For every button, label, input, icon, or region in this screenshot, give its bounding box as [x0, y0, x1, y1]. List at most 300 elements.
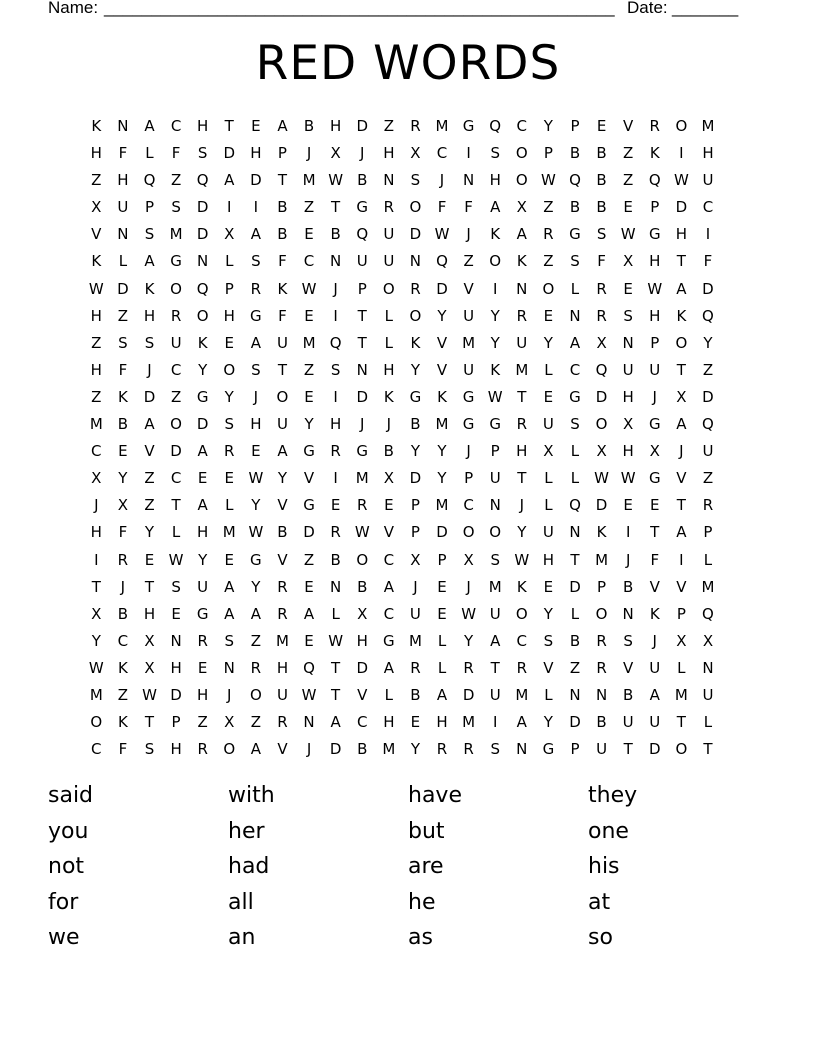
grid-letter: I — [679, 144, 684, 163]
grid-letter: Z — [623, 144, 634, 163]
grid-letter: D — [356, 387, 369, 406]
grid-letter: R — [383, 198, 395, 217]
grid-letter: M — [674, 685, 688, 704]
grid-letter: J — [386, 415, 392, 434]
grid-letter: R — [543, 225, 554, 244]
grid-letter: S — [570, 252, 580, 271]
grid-letter: K — [516, 252, 527, 271]
grid-letter: R — [250, 279, 262, 298]
grid-letter: E — [304, 577, 314, 596]
grid-letter: Q — [436, 252, 448, 271]
grid-letter: M — [701, 577, 715, 596]
header-line — [48, 0, 748, 20]
grid-letter: R — [197, 740, 208, 759]
grid-letter: Z — [170, 387, 182, 406]
grid-letter: T — [277, 360, 288, 379]
grid-letter: B — [330, 225, 341, 244]
grid-letter: O — [249, 685, 262, 704]
grid-letter: D — [569, 577, 581, 596]
grid-letter: Z — [250, 713, 261, 732]
grid-letter: O — [515, 144, 528, 163]
grid-letter: U — [276, 333, 288, 352]
grid-letter: N — [117, 117, 129, 135]
grid-letter: A — [224, 171, 235, 190]
grid-letter: V — [277, 740, 288, 759]
grid-letter: U — [649, 658, 661, 677]
grid-letter: R — [702, 496, 714, 515]
grid-letter: K — [117, 387, 128, 406]
grid-letter: I — [679, 550, 684, 569]
grid-letter: K — [676, 306, 687, 325]
grid-letter: R — [596, 658, 607, 677]
grid-letter: M — [89, 685, 103, 704]
grid-letter: Y — [144, 523, 155, 542]
grid-letter: U — [463, 360, 475, 379]
grid-letter: C — [383, 550, 395, 569]
grid-letter: C — [383, 604, 395, 623]
word-bank-item: you — [48, 818, 89, 844]
grid-letter: H — [436, 713, 448, 732]
grid-letter: R — [410, 658, 421, 677]
grid-letter: A — [277, 117, 288, 135]
grid-letter: W — [514, 550, 530, 569]
grid-letter: D — [223, 144, 236, 163]
grid-letter: S — [118, 333, 128, 352]
name-label: Name: — [48, 0, 99, 17]
grid-letter: V — [277, 550, 288, 569]
grid-letter: S — [251, 360, 261, 379]
grid-letter: U — [170, 333, 182, 352]
grid-letter: C — [117, 631, 129, 650]
grid-letter: Y — [410, 442, 420, 461]
grid-letter: L — [703, 550, 713, 569]
grid-letter: X — [144, 658, 155, 677]
grid-letter: E — [410, 713, 421, 732]
grid-letter: V — [463, 279, 474, 298]
grid-letter: M — [302, 333, 316, 352]
grid-letter: N — [383, 171, 395, 190]
grid-letter: G — [250, 550, 262, 569]
grid-letter: L — [544, 469, 553, 488]
grid-letter: E — [543, 577, 554, 596]
grid-letter: U — [489, 604, 501, 623]
grid-letter: T — [490, 658, 500, 677]
grid-letter: O — [276, 387, 289, 406]
grid-letter: X — [596, 333, 607, 352]
grid-letter: G — [489, 415, 502, 434]
grid-letter: M — [275, 631, 289, 650]
grid-letter: C — [516, 631, 528, 650]
grid-letter: K — [490, 225, 501, 244]
word-search-grid — [83, 113, 731, 763]
grid-letter: L — [171, 523, 181, 542]
grid-letter: Q — [648, 171, 661, 190]
grid-letter: K — [117, 713, 128, 732]
grid-letter: U — [276, 685, 288, 704]
grid-letter: M — [355, 469, 369, 488]
grid-letter: V — [357, 685, 368, 704]
grid-letter: D — [329, 740, 342, 759]
grid-letter: F — [118, 523, 128, 542]
grid-letter: V — [303, 469, 315, 488]
grid-letter: E — [197, 469, 208, 488]
grid-letter: J — [306, 144, 312, 163]
grid-letter: L — [384, 685, 393, 704]
grid-letter: K — [91, 252, 102, 271]
word-bank-item: have — [408, 783, 462, 808]
grid-letter: N — [516, 740, 528, 759]
grid-letter: L — [570, 469, 580, 488]
grid-letter: A — [436, 685, 448, 704]
grid-letter: I — [333, 387, 338, 406]
grid-row — [83, 248, 731, 275]
grid-letter: X — [516, 198, 527, 217]
grid-letter: N — [569, 306, 581, 325]
grid-letter: B — [623, 577, 634, 596]
grid-letter: T — [570, 550, 580, 569]
grid-letter: D — [462, 685, 475, 704]
grid-letter: I — [705, 225, 711, 244]
grid-letter: L — [225, 252, 234, 271]
grid-letter: G — [648, 415, 661, 434]
grid-letter: Q — [196, 171, 209, 190]
grid-letter: A — [250, 333, 261, 352]
grid-letter: J — [652, 631, 657, 650]
word-bank-row — [48, 921, 768, 957]
grid-letter: E — [171, 604, 181, 623]
word-bank-item: so — [588, 925, 613, 951]
grid-letter: B — [277, 523, 288, 542]
grid-letter: E — [197, 658, 208, 677]
grid-letter: Q — [489, 117, 502, 135]
grid-letter: K — [144, 279, 155, 298]
grid-letter: O — [489, 523, 502, 542]
grid-letter: S — [197, 144, 208, 163]
grid-letter: B — [596, 198, 607, 217]
grid-row — [83, 330, 731, 357]
grid-letter: H — [90, 360, 102, 379]
grid-letter: Z — [543, 198, 554, 217]
grid-letter: W — [301, 685, 317, 704]
grid-letter: J — [439, 171, 445, 190]
grid-letter: C — [170, 469, 182, 488]
grid-letter: Z — [170, 171, 182, 190]
grid-letter: B — [383, 442, 394, 461]
grid-letter: Y — [304, 415, 314, 434]
grid-letter: V — [676, 577, 687, 596]
grid-letter: K — [490, 360, 501, 379]
grid-letter: E — [304, 225, 314, 244]
grid-letter: M — [701, 117, 715, 135]
grid-letter: U — [702, 685, 714, 704]
grid-letter: L — [570, 279, 580, 298]
grid-letter: H — [197, 685, 209, 704]
grid-letter: X — [224, 225, 235, 244]
grid-letter: Z — [197, 713, 208, 732]
grid-letter: J — [652, 387, 657, 406]
word-bank-item: one — [588, 818, 629, 844]
grid-letter: E — [251, 117, 261, 135]
grid-letter: H — [250, 144, 262, 163]
grid-letter: X — [224, 713, 235, 732]
grid-letter: C — [356, 713, 368, 732]
grid-letter: J — [333, 279, 338, 298]
grid-letter: F — [278, 252, 287, 271]
grid-letter: O — [356, 550, 369, 569]
grid-letter: H — [143, 306, 156, 325]
grid-letter: K — [649, 604, 660, 623]
grid-letter: Y — [224, 387, 234, 406]
grid-letter: G — [462, 415, 475, 434]
grid-letter: I — [333, 469, 338, 488]
grid-letter: P — [410, 523, 420, 542]
grid-letter: A — [277, 442, 288, 461]
grid-letter: G — [648, 225, 661, 244]
grid-letter: D — [569, 713, 581, 732]
grid-letter: D — [436, 523, 448, 542]
grid-letter: M — [222, 523, 236, 542]
grid-letter: E — [437, 604, 447, 623]
grid-letter: Z — [702, 469, 714, 488]
grid-letter: G — [250, 306, 262, 325]
grid-letter: H — [356, 631, 368, 650]
grid-letter: W — [142, 685, 157, 704]
grid-letter: K — [437, 387, 447, 406]
grid-letter: Q — [329, 333, 342, 352]
grid-letter: S — [224, 415, 235, 434]
grid-letter: R — [224, 442, 235, 461]
grid-letter: S — [410, 171, 421, 190]
grid-letter: I — [466, 144, 471, 163]
grid-letter: T — [676, 496, 686, 515]
grid-letter: E — [596, 117, 607, 135]
grid-letter: J — [466, 225, 471, 244]
grid-letter: J — [227, 685, 232, 704]
grid-letter: L — [544, 685, 553, 704]
grid-letter: S — [490, 144, 500, 163]
grid-letter: E — [224, 550, 234, 569]
grid-letter: T — [676, 360, 686, 379]
grid-letter: R — [277, 604, 288, 623]
grid-letter: R — [357, 496, 368, 515]
grid-letter: I — [94, 550, 99, 569]
grid-letter: X — [91, 198, 102, 217]
grid-letter: E — [623, 198, 633, 217]
word-bank-item: with — [228, 783, 275, 808]
word-bank-item: he — [408, 889, 436, 915]
grid-letter: I — [492, 713, 498, 732]
grid-letter: P — [650, 333, 660, 352]
grid-letter: H — [675, 225, 687, 244]
grid-letter: G — [196, 604, 209, 623]
grid-letter: I — [333, 306, 338, 325]
grid-letter: V — [676, 469, 687, 488]
grid-letter: Q — [303, 658, 315, 677]
grid-letter: M — [435, 117, 449, 135]
grid-letter: W — [328, 631, 344, 650]
grid-letter: S — [171, 577, 181, 596]
grid-letter: N — [516, 279, 528, 298]
grid-letter: Z — [117, 685, 129, 704]
grid-letter: W — [354, 523, 370, 542]
grid-letter: X — [410, 144, 421, 163]
grid-letter: W — [461, 604, 477, 623]
grid-letter: Q — [595, 360, 608, 379]
grid-letter: L — [570, 442, 580, 461]
grid-letter: C — [91, 442, 102, 461]
grid-letter: Z — [463, 252, 474, 271]
grid-letter: C — [702, 198, 714, 217]
grid-letter: H — [197, 117, 209, 135]
grid-letter: M — [435, 496, 449, 515]
grid-letter: Z — [543, 252, 554, 271]
grid-letter: M — [169, 225, 183, 244]
grid-letter: B — [596, 171, 607, 190]
grid-letter: B — [569, 198, 581, 217]
grid-letter: J — [413, 577, 418, 596]
grid-letter: E — [304, 631, 314, 650]
grid-letter: X — [330, 144, 341, 163]
grid-letter: O — [675, 117, 688, 135]
grid-letter: H — [622, 387, 634, 406]
grid-letter: X — [649, 442, 660, 461]
grid-letter: C — [170, 117, 182, 135]
grid-letter: H — [383, 144, 395, 163]
grid-row — [83, 574, 731, 601]
grid-letter: U — [197, 577, 209, 596]
grid-letter: W — [620, 469, 636, 488]
grid-letter: E — [437, 577, 447, 596]
grid-letter: R — [463, 658, 474, 677]
grid-letter: K — [649, 144, 660, 163]
grid-letter: R — [649, 117, 660, 135]
grid-letter: U — [117, 198, 129, 217]
grid-letter: D — [675, 198, 688, 217]
grid-letter: T — [277, 171, 288, 190]
grid-letter: V — [436, 333, 448, 352]
grid-letter: G — [356, 198, 369, 217]
grid-letter: O — [595, 415, 608, 434]
grid-letter: Z — [303, 198, 315, 217]
word-bank-item: but — [408, 818, 445, 844]
grid-letter: R — [463, 740, 474, 759]
grid-letter: Z — [144, 496, 155, 515]
grid-letter: F — [118, 144, 128, 163]
grid-letter: Q — [196, 279, 209, 298]
grid-letter: Z — [702, 360, 714, 379]
grid-letter: P — [597, 577, 607, 596]
grid-letter: Z — [144, 469, 155, 488]
grid-letter: Y — [490, 333, 500, 352]
grid-letter: A — [144, 252, 155, 271]
grid-letter: N — [462, 171, 475, 190]
grid-letter: J — [147, 360, 152, 379]
grid-letter: Y — [251, 496, 261, 515]
grid-letter: S — [330, 360, 341, 379]
grid-letter: U — [356, 252, 368, 271]
grid-letter: K — [410, 333, 421, 352]
grid-letter: A — [250, 225, 261, 244]
grid-letter: H — [516, 442, 528, 461]
grid-letter: J — [625, 550, 631, 569]
grid-letter: N — [569, 685, 581, 704]
grid-letter: U — [542, 523, 554, 542]
grid-letter: T — [331, 658, 341, 677]
grid-row — [83, 438, 731, 465]
grid-letter: F — [464, 198, 473, 217]
grid-letter: W — [301, 279, 317, 298]
grid-row — [83, 628, 731, 655]
grid-letter: Y — [464, 631, 474, 650]
grid-letter: G — [303, 496, 315, 515]
grid-letter: L — [384, 306, 393, 325]
grid-letter: M — [462, 333, 476, 352]
grid-letter: O — [409, 198, 422, 217]
grid-letter: J — [360, 144, 365, 163]
grid-letter: K — [383, 387, 394, 406]
grid-letter: T — [91, 577, 101, 596]
grid-letter: A — [197, 496, 208, 515]
grid-letter: G — [170, 252, 182, 271]
grid-letter: E — [144, 550, 155, 569]
grid-letter: O — [223, 740, 236, 759]
grid-letter: N — [303, 713, 315, 732]
grid-letter: Y — [437, 442, 447, 461]
grid-letter: D — [409, 469, 422, 488]
grid-letter: V — [383, 523, 394, 542]
grid-letter: Z — [91, 333, 102, 352]
grid-letter: H — [90, 306, 102, 325]
grid-letter: J — [466, 442, 471, 461]
grid-letter: B — [357, 740, 368, 759]
grid-letter: F — [437, 198, 447, 217]
grid-letter: Y — [277, 469, 288, 488]
grid-letter: W — [88, 658, 104, 677]
grid-letter: F — [118, 360, 128, 379]
grid-row — [83, 140, 731, 167]
word-bank-item: his — [588, 854, 620, 880]
grid-letter: X — [410, 550, 421, 569]
grid-letter: L — [331, 604, 340, 623]
grid-letter: Y — [437, 306, 447, 325]
grid-letter: W — [540, 171, 556, 190]
grid-letter: P — [543, 144, 553, 163]
grid-letter: E — [304, 387, 314, 406]
grid-letter: R — [516, 415, 528, 434]
grid-letter: L — [544, 360, 553, 379]
grid-letter: Q — [702, 415, 714, 434]
grid-letter: O — [170, 415, 182, 434]
grid-letter: Y — [410, 360, 420, 379]
grid-letter: U — [702, 442, 714, 461]
grid-letter: H — [117, 171, 129, 190]
grid-letter: R — [410, 117, 421, 135]
grid-letter: D — [409, 225, 422, 244]
grid-letter: H — [90, 144, 102, 163]
grid-letter: M — [408, 631, 422, 650]
word-bank-row — [48, 850, 768, 886]
grid-letter: Y — [198, 550, 208, 569]
grid-letter: X — [596, 442, 607, 461]
grid-letter: Z — [383, 117, 394, 135]
grid-letter: X — [117, 496, 129, 515]
grid-letter: B — [410, 415, 421, 434]
grid-letter: K — [516, 577, 527, 596]
grid-letter: D — [170, 442, 182, 461]
grid-letter: X — [357, 604, 368, 623]
grid-row — [83, 655, 731, 682]
grid-letter: R — [596, 631, 607, 650]
